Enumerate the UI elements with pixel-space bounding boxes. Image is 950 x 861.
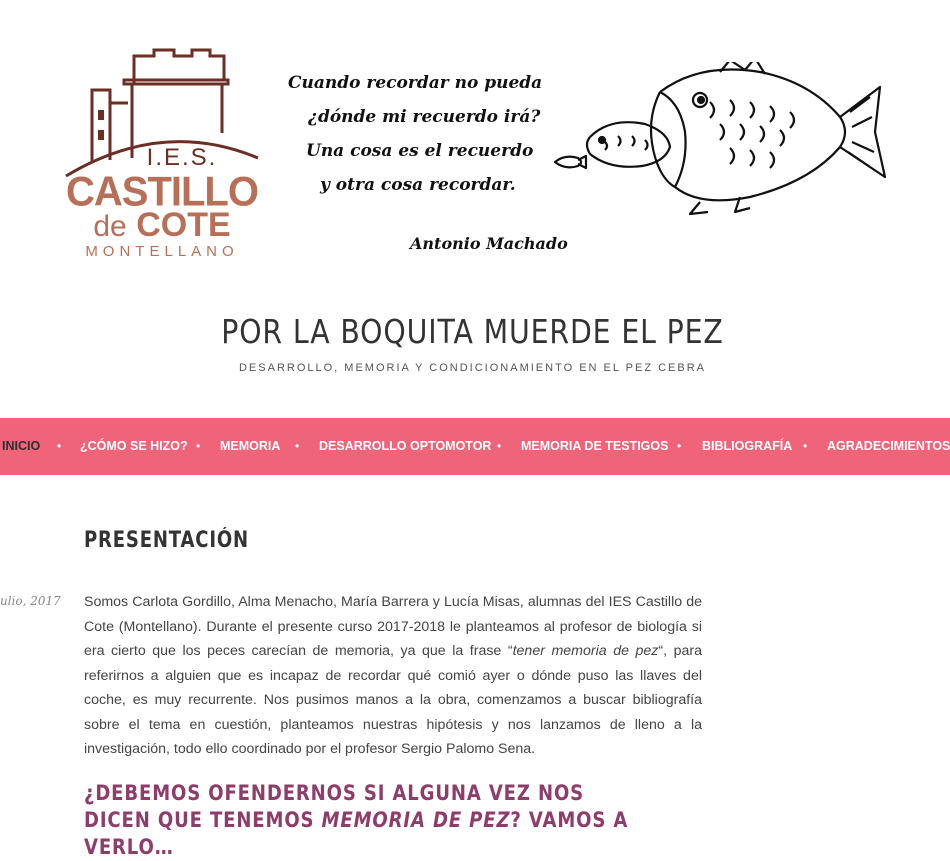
logo-de: de: [93, 210, 127, 243]
nav-item-inicio[interactable]: INICIO: [2, 439, 41, 453]
fish-eating-fish-icon: [550, 62, 890, 222]
post-body-text: “, para referirnos a alguien que es incapaz de recordar qué comió ayer o dónde puso las llaves del coche, es muy recurrente. Nos pusimos manos a la obra, comenzamos a buscar bibliografía sobre el tema en cuestión, planteamos nuestras hipótesis y nos lanzamos de lleno a la investigación, todo ello coordinado por el profesor Sergio Palomo Sena.: [84, 643, 702, 757]
poem-line: y otra cosa recordar.: [320, 175, 516, 195]
nav-separator: •: [497, 439, 502, 453]
poem-author: Antonio Machado: [410, 234, 568, 253]
logo-ies: I.E.S.: [146, 144, 218, 171]
header-banner: [0, 0, 950, 290]
nav-item-memoria[interactable]: MEMORIA: [220, 439, 281, 453]
nav-item-agradecimientos[interactable]: AGRADECIMIENTOS: [827, 439, 950, 453]
post-body: [84, 590, 702, 762]
nav-item-bibliografia[interactable]: BIBLIOGRAFÍA: [702, 439, 793, 453]
school-logo[interactable]: [62, 48, 262, 263]
subtitle-text: ¿DEBEMOS OFENDERNOS SI ALGUNA VEZ NOS DICEN QUE TENEMOS: [84, 781, 585, 832]
nav-separator: •: [196, 439, 201, 453]
nav-item-desarrollo-optomotor[interactable]: DESARROLLO OPTOMOTOR: [319, 439, 492, 453]
nav-item-memoria-de-testigos[interactable]: MEMORIA DE TESTIGOS: [521, 439, 669, 453]
post-body-text: Somos Carlota Gordillo, Alma Menacho, María Barrera y Lucía Misas, alumnas del IES Castillo de Cote (Montellano). Durante el presente curso 2017-2018 le planteamos al profesor de biología si era cierto que los peces carecían de memoria, ya que la frase “: [84, 594, 702, 659]
nav-separator: •: [57, 439, 62, 453]
post-body-emphasis: tener memoria de pez: [512, 643, 659, 659]
main-navigation: [0, 418, 950, 475]
site-description: DESARROLLO, MEMORIA Y CONDICIONAMIENTO EN EL PEZ CEBRA: [238, 362, 706, 374]
nav-separator: •: [677, 439, 682, 453]
subtitle-emphasis: MEMORIA DE PEZ: [321, 808, 511, 832]
poem-line: Una cosa es el recuerdo: [306, 141, 534, 161]
logo-town: MONTELLANO: [85, 243, 239, 260]
post-date[interactable]: ulio, 2017: [0, 594, 61, 608]
poem-line: Cuando recordar no pueda: [288, 73, 543, 93]
logo-cote: COTE: [136, 206, 231, 244]
logo-de-cote: [62, 208, 262, 242]
logo-castillo: CASTILLO: [66, 168, 258, 216]
nav-item-como-se-hizo[interactable]: ¿CÓMO SE HIZO?: [80, 439, 188, 453]
subtitle-text: ? VAMOS A VERLO…: [84, 808, 629, 859]
post-subtitle: [84, 780, 643, 861]
nav-separator: •: [295, 439, 300, 453]
poem-line: ¿dónde mi recuerdo irá?: [308, 107, 541, 127]
nav-separator: •: [803, 439, 808, 453]
site-title[interactable]: POR LA BOQUITA MUERDE EL PEZ: [221, 312, 724, 351]
post-title[interactable]: PRESENTACIÓN: [84, 528, 249, 553]
